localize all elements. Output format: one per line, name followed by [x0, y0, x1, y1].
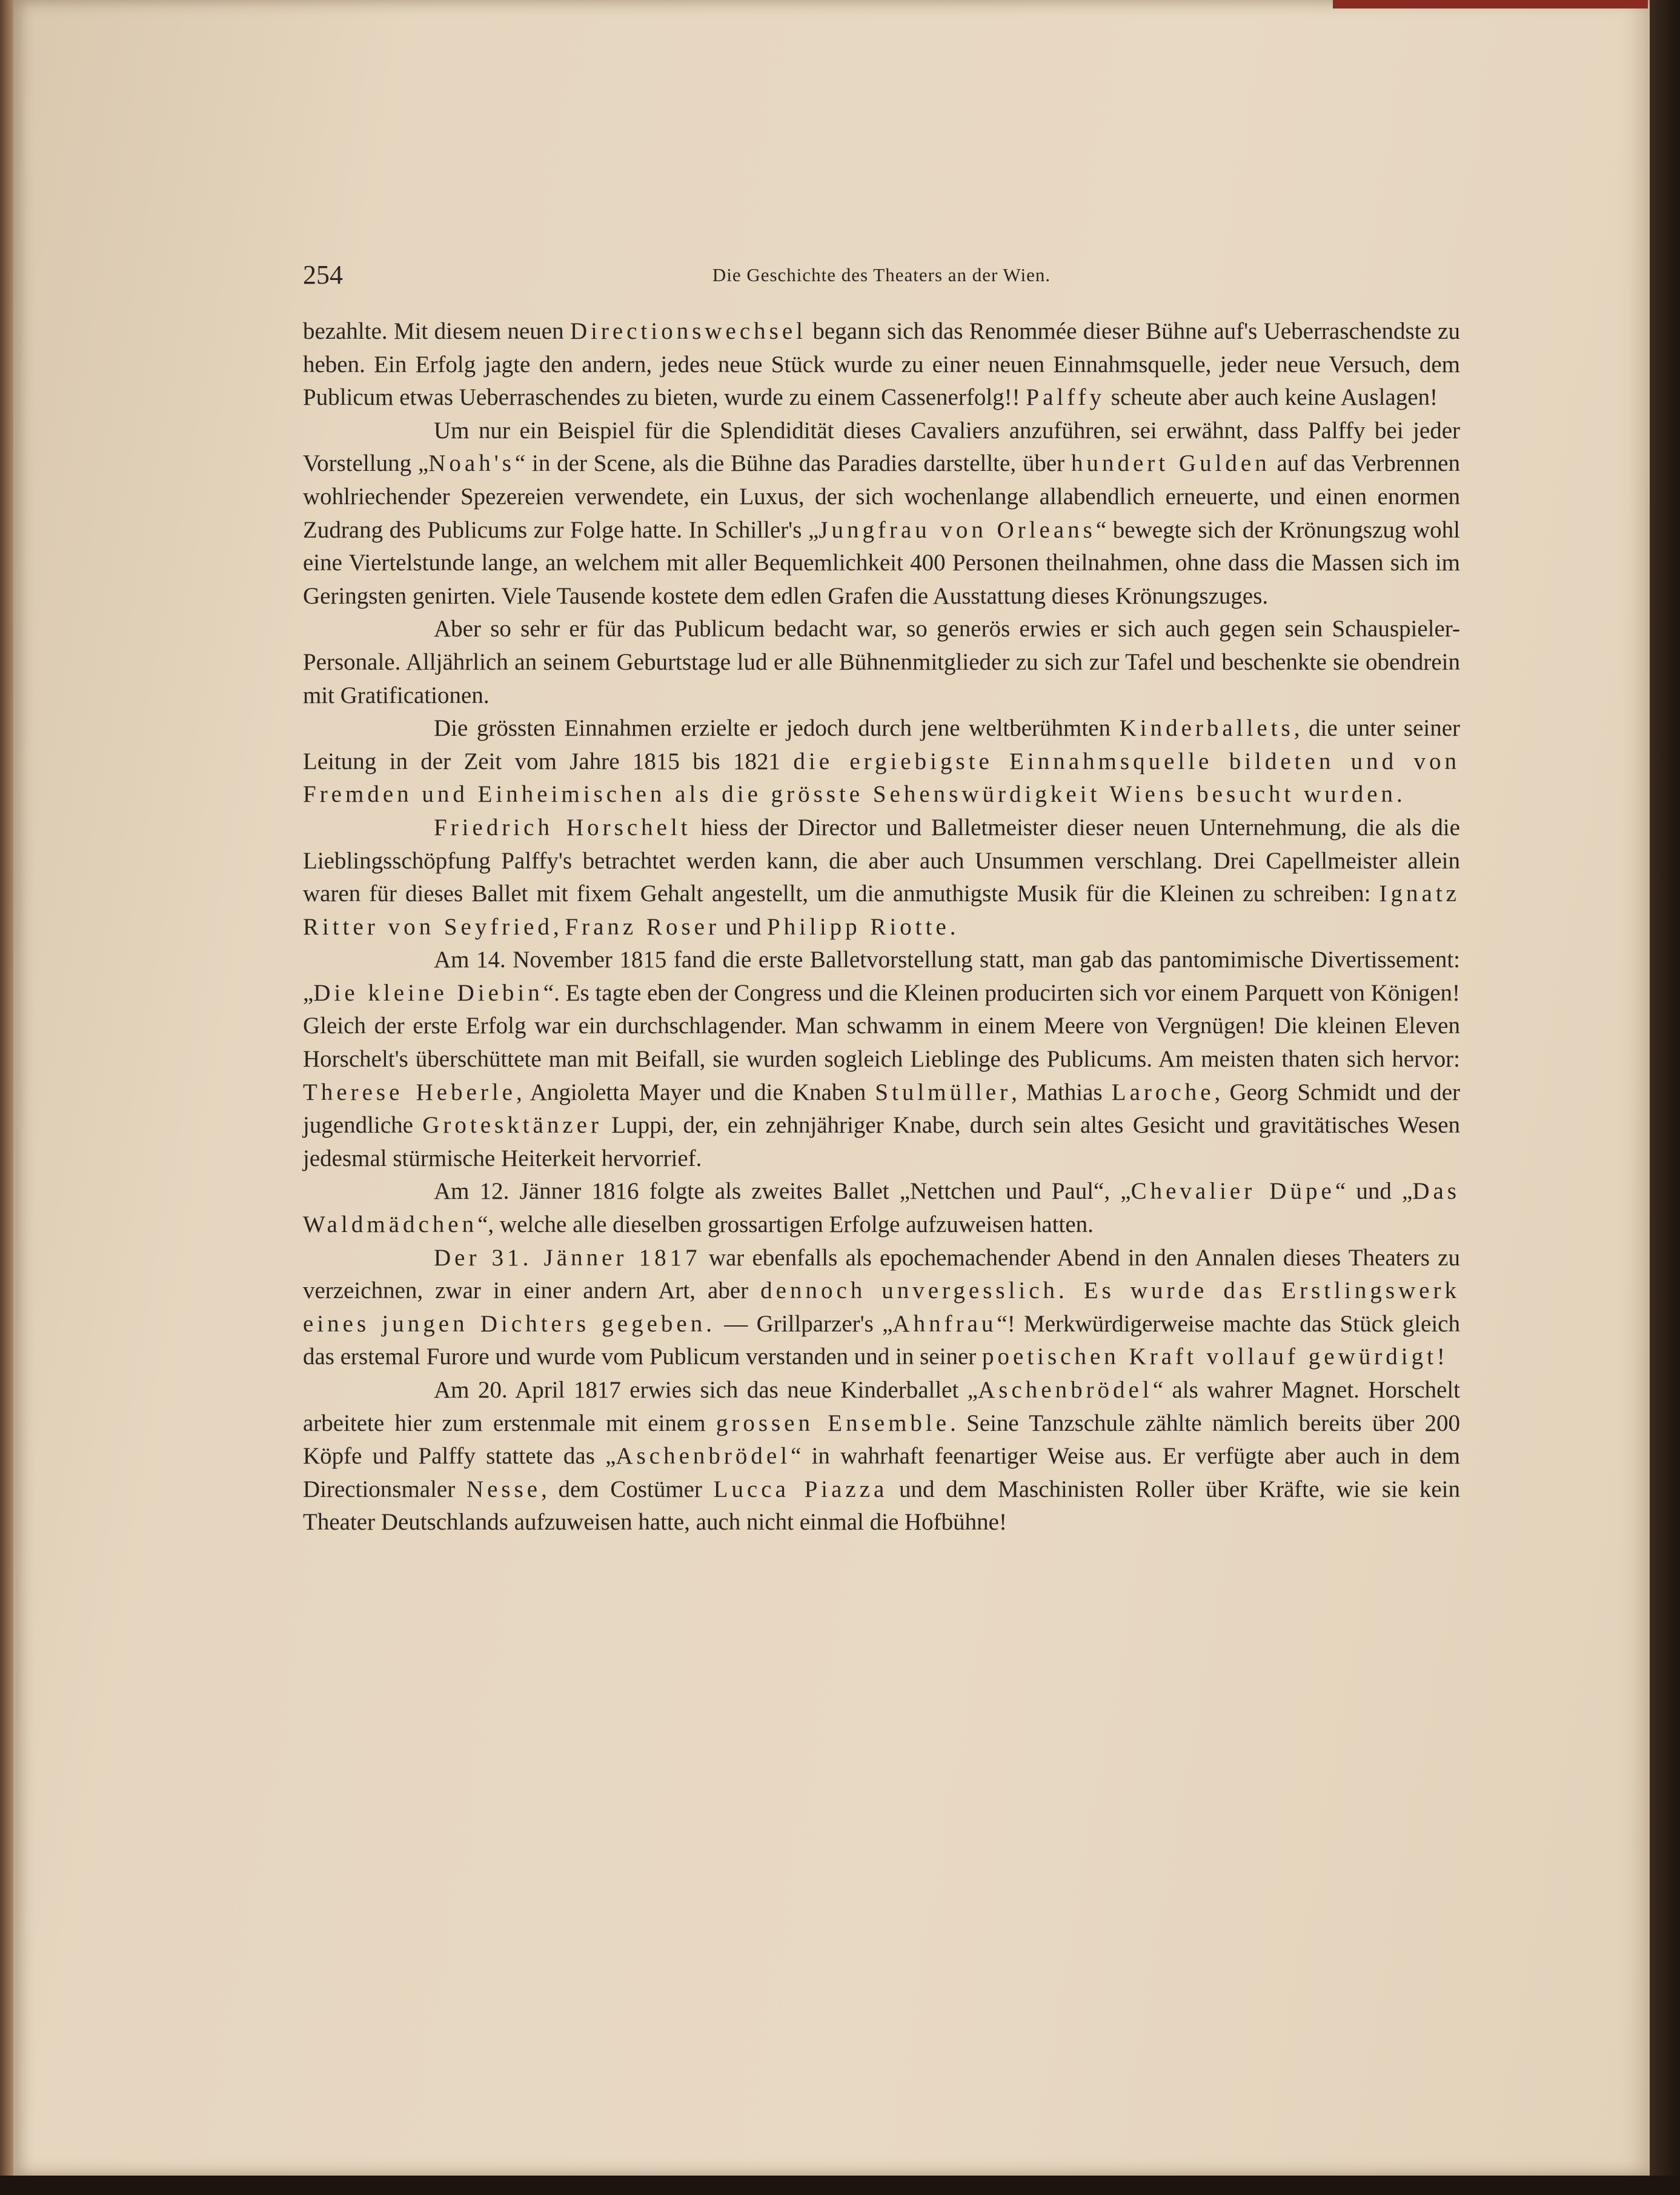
page-number: 254: [303, 260, 343, 290]
paragraph: [303, 1374, 1460, 1539]
book-spine-edge: [0, 0, 13, 2195]
text-run: , Mathias: [1011, 1079, 1112, 1105]
page-corner-mark: [1333, 0, 1648, 8]
text-run: scheute aber auch keine Auslagen!: [1105, 384, 1438, 411]
text-run: war ebenfalls als epochemachender Abend in den Annalen dieses Theaters zu verzeichnen, zwar in einer andern Art, aber: [303, 1244, 1460, 1304]
paragraph: [303, 944, 1460, 1175]
text-run: Am 20. April 1817 erwies sich das neue Kinderballet „: [434, 1377, 978, 1403]
spaced-emphasis: Noah's: [428, 450, 515, 477]
text-run: begann sich das Renommée dieser Bühne auf's Ueberraschendste zu heben. Ein Erfolg jagte den andern, jedes neue Stück wurde zu einer neuen Einnahmsquelle, jeder neue Versuch, dem Publicum etwas Ueberraschendes zu bieten, wurde zu einem Cassenerfolg!!: [303, 318, 1460, 411]
spaced-emphasis: Aschenbrödel: [616, 1443, 791, 1470]
paragraph: [303, 1242, 1460, 1374]
text-run: Die grössten Einnahmen erzielte er jedoch durch jene weltberühmten: [434, 715, 1120, 742]
text-run: , die unter seiner Leitung in der Zeit vom Jahre 1815 bis 1821: [303, 715, 1460, 774]
spaced-emphasis: Kinderballets: [1119, 715, 1294, 742]
text-run: und dem Maschinisten Roller über Kräfte, wie sie kein Theater Deutschlands aufzuweisen hatte, auch nicht einmal die Hofbühne!: [303, 1476, 1460, 1536]
paragraph: [303, 315, 1460, 415]
text-run: “ bewegte sich der Krönungszug wohl eine Viertelstunde lange, an welchem mit aller Bequemlichkeit 400 Personen theilnahmen, ohne dass die Massen sich im Geringsten genirten. Viele Tausende kostete dem edlen Grafen die Ausstattung dieses Krönungszuges.: [303, 516, 1460, 609]
text-run: “ in wahrhaft feenartiger Weise aus. Er verfügte aber auch in dem Directionsmaler: [303, 1443, 1460, 1502]
text-run: Aber so sehr er für das Publicum bedacht war, so generös erwies er sich auch gegen sein Schauspieler-Personale. Alljährlich an seinem Geburtstage lud er alle Bühnenmitglieder zu sich zur Tafel und beschenkte sie obendrein mit Gratificationen.: [303, 616, 1460, 708]
text-run: Luppi, der, ein zehnjähriger Knabe, durch sein altes Gesicht und gravitätisches Wesen jedesmal stürmische Heiterkeit hervorrief.: [303, 1112, 1461, 1171]
text-run: “. Es tagte eben der Congress und die Kleinen producirten sich vor einem Parquett von Königen! Gleich der erste Erfolg war ein durchschlagender. Man schwamm in einem Meere von Vergnügen! Die kleinen Eleven Horschelt's überschüttete man mit Beifall, sie wurden sogleich Lieblinge des Publicums. Am meisten thaten sich hervor:: [303, 979, 1461, 1073]
text-run: “ als wahrer Magnet. Horschelt arbeitete hier zum erstenmale mit einem: [303, 1377, 1460, 1436]
right-page-edge: [1650, 0, 1680, 2195]
text-run: , Georg Schmidt und der jugendliche: [303, 1079, 1460, 1139]
text-run: , Angioletta Mayer und die Knaben: [516, 1079, 875, 1105]
text-run: hiess der Director und Balletmeister dieser neuen Unternehmung, die als die Lieblingsschöpfung Palffy's betrachtet werden kann, die aber auch Unsummen verschlang. Drei Capellmeister allein waren für dieses Ballet mit fixem Gehalt angestellt, um die anmuthigste Musik für die Kleinen zu schreiben:: [303, 814, 1460, 907]
spaced-emphasis: Lucca Piazza: [713, 1476, 888, 1502]
spaced-emphasis: Friedrich Horschelt: [434, 814, 691, 841]
spaced-emphasis: Aschenbrödel: [978, 1377, 1153, 1403]
spaced-emphasis: Ignatz Ritter von Seyfried: [303, 881, 1460, 940]
text-run: “ und „: [1335, 1178, 1413, 1205]
spaced-emphasis: Palffy: [1026, 384, 1106, 411]
spaced-emphasis: poetischen Kraft vollauf gewürdigt!: [982, 1344, 1449, 1370]
spaced-emphasis: Stulmüller: [875, 1079, 1012, 1105]
text-run: Am 14. November 1815 fand die erste Balletvorstellung statt, man gab das pantomimische Divertissement: „: [303, 947, 1460, 1006]
spaced-emphasis: die ergiebigste Einnahmsquelle bildeten und von Fremden und Einheimischen als die grösste Sehenswürdigkeit Wiens besucht wurden.: [303, 748, 1460, 808]
text-run: Am 12. Jänner 1816 folgte als zweites Ballet „Nettchen und Paul“, „: [434, 1178, 1131, 1205]
bottom-page-edge: [0, 2176, 1680, 2195]
spaced-emphasis: Laroche: [1111, 1079, 1215, 1105]
spaced-emphasis: Ahnfrau: [892, 1310, 997, 1337]
text-run: auf das Verbrennen wohlriechender Spezereien verwendete, ein Luxus, der sich wochenlange allabendlich erneuerte, und einen enormen Zudrang des Publicums zur Folge hatte. In Schiller's „: [303, 450, 1460, 543]
text-run: bezahlte. Mit diesem neuen: [303, 318, 570, 344]
spaced-emphasis: dennoch unvergesslich. Es wurde das Erstlingswerk eines jungen Dichters gegeben.: [303, 1277, 1460, 1337]
running-title: Die Geschichte des Theaters an der Wien.: [712, 264, 1051, 285]
spaced-emphasis: Therese Heberle: [303, 1079, 516, 1105]
paragraph: [303, 712, 1460, 811]
spaced-emphasis: Der 31. Jänner 1817: [434, 1244, 701, 1271]
text-run: — Grillparzer's „: [715, 1310, 893, 1337]
text-run: .: [949, 913, 956, 940]
text-run: “ in der Scene, als die Bühne das Paradies darstellte, über: [514, 450, 1071, 477]
spaced-emphasis: Die kleine Diebin: [313, 979, 543, 1006]
page-header: [303, 259, 1460, 296]
text-run: “, welche alle dieselben grossartigen Erfolge aufzuweisen hatten.: [477, 1211, 1094, 1238]
spaced-emphasis: Philipp Riotte: [766, 913, 950, 940]
text-run: Um nur ein Beispiel für die Splendidität dieses Cavaliers anzuführen, sei erwähnt, dass Palffy bei jeder Vorstellung „: [303, 417, 1460, 477]
spaced-emphasis: Directionswechsel: [569, 318, 807, 344]
paragraph: [303, 613, 1460, 712]
spaced-emphasis: Chevalier Düpe: [1131, 1178, 1335, 1205]
paragraph: [303, 415, 1460, 613]
text-run: und: [719, 913, 767, 940]
spaced-emphasis: hundert Gulden: [1071, 450, 1270, 477]
spaced-emphasis: Jungfrau von Orleans: [818, 516, 1096, 543]
text-run: , dem Costümer: [541, 1476, 714, 1502]
text-run: “! Merkwürdigerweise machte das Stück gleich das erstemal Furore und wurde vom Publicum verstanden und in seiner: [303, 1310, 1460, 1370]
text-run: . Seine Tanzschule zählte nämlich bereits über 200 Köpfe und Palffy stattete das „: [303, 1410, 1460, 1470]
body-text: [303, 315, 1460, 1539]
spaced-emphasis: Nesse: [466, 1476, 542, 1502]
spaced-emphasis: grossen Ensemble: [715, 1410, 951, 1436]
paragraph: [303, 1175, 1460, 1241]
spaced-emphasis: Franz Roser: [565, 913, 720, 940]
spaced-emphasis: Grotesktänzer: [422, 1112, 602, 1139]
spaced-emphasis: Das Waldmädchen: [303, 1178, 1460, 1238]
paragraph: [303, 811, 1460, 944]
text-run: ,: [553, 913, 565, 940]
